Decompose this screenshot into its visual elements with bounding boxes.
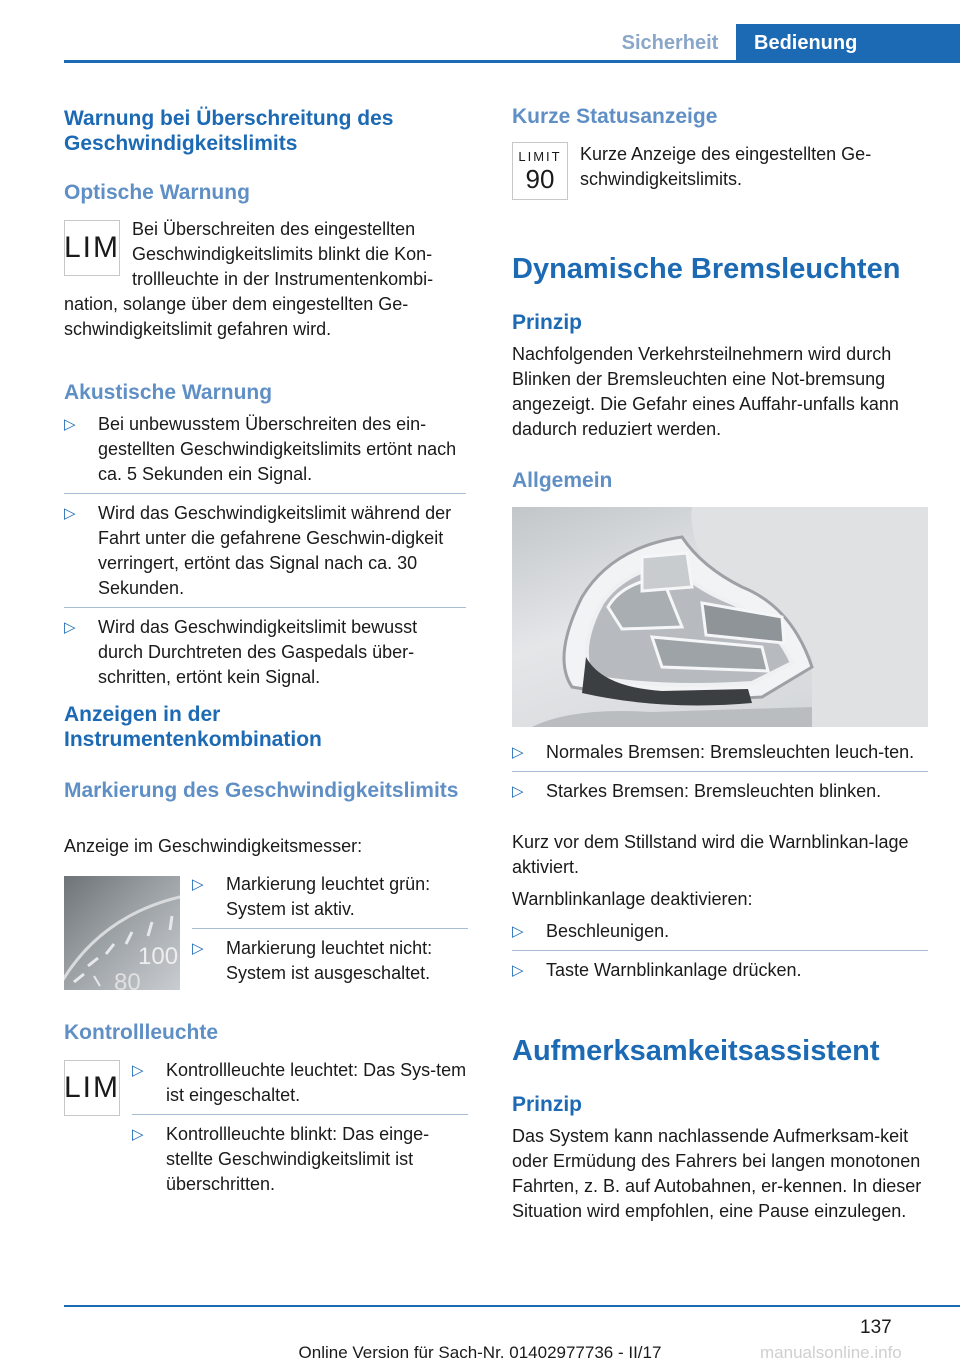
heading-anzeigen: Anzeigen in der Instrumentenkombination [64, 703, 322, 751]
lim-icon-label: LIM [64, 231, 121, 264]
list-item: ▷ Starkes Bremsen: Bremsleuchten blinken. [512, 779, 928, 804]
list-item: ▷ Wird das Geschwindigkeitslimit während der Fahrt unter die gefahrene Geschwin-digkeit verringert, ertönt das Signal nach ca. 30 Sekunden. [64, 503, 452, 598]
markierung-list [192, 872, 468, 986]
page-number: 137 [860, 1317, 892, 1338]
triangle-right-icon: ▷ [64, 505, 76, 522]
prinzip2-text: Das System kann nachlassende Aufmerksam-keit oder Ermüdung des Fahrers bei langen monotonen Fahrten, z. B. auf Autobahnen, er-kennen. In dieser Situation wird empfohlen, eine Pause einzulegen. [512, 1126, 922, 1221]
heading-prinzip-1: Prinzip [512, 311, 583, 334]
list-divider [64, 493, 466, 494]
lim-icon-label: LIM [64, 1071, 121, 1104]
optisch-text-b: nation, solange über dem eingestellten Ge-schwindigkeitslimit gefahren wird. [64, 294, 409, 339]
limit-90-icon [512, 142, 568, 200]
list-item: ▷ Markierung leuchtet nicht: System ist ausgeschaltet. [192, 938, 433, 983]
triangle-right-icon: ▷ [132, 1062, 144, 1079]
svg-text:80: 80 [114, 969, 141, 990]
akustisch-list [64, 412, 466, 690]
heading-kontrollleuchte: Kontrollleuchte [64, 1021, 219, 1044]
tab-sicherheit[interactable]: Sicherheit [621, 32, 719, 54]
kontroll-list [132, 1058, 468, 1197]
limit-label: LIMIT [518, 149, 562, 164]
speedometer-image [64, 876, 180, 990]
heading-prinzip-2: Prinzip [512, 1093, 583, 1116]
heading-allgemein: Allgemein [512, 469, 613, 492]
triangle-right-icon: ▷ [64, 619, 76, 636]
speedometer-graphic [64, 876, 180, 990]
optisch-text-a: Bei Überschreiten des eingestellten Geschwindigkeitslimits blinkt die Kon-trollleuchte in der Instrumentenkombi- [132, 219, 434, 289]
svg-text:100: 100 [138, 943, 179, 970]
triangle-right-icon: ▷ [192, 940, 204, 957]
online-version-text: Online Version für Sach-Nr. 01402977736 - II/17 [298, 1343, 662, 1362]
heading-dynamische-bremsleuchten: Dynamische Bremsleuchten [512, 253, 901, 285]
list-divider [512, 950, 928, 951]
triangle-right-icon: ▷ [512, 923, 524, 940]
list-item: ▷ Markierung leuchtet grün: System ist aktiv. [192, 874, 431, 919]
triangle-right-icon: ▷ [512, 962, 524, 979]
deaktivieren-list [512, 919, 928, 983]
heading-optische-warnung: Optische Warnung [64, 181, 250, 204]
list-item: ▷ Kontrollleuchte blinkt: Das einge-stellte Geschwindigkeitslimit ist überschritten. [132, 1124, 430, 1194]
lim-icon [64, 220, 120, 276]
header-rule [64, 60, 960, 63]
markierung-text: Anzeige im Geschwindigkeitsmesser: [64, 836, 363, 856]
list-divider [132, 1114, 468, 1115]
triangle-right-icon: ▷ [512, 783, 524, 800]
heading-kurze-statusanzeige: Kurze Statusanzeige [512, 105, 718, 128]
lim-icon-2 [64, 1060, 120, 1116]
list-item: ▷ Bei unbewusstem Überschreiten des ein-gestellten Geschwindigkeitslimits ertönt nach ca. 5 Sekunden ein Signal. [64, 414, 457, 484]
stillstand-text: Kurz vor dem Stillstand wird die Warnblinkan-lage aktiviert. [512, 832, 909, 877]
watermark: manualsonline.info [760, 1343, 902, 1362]
triangle-right-icon: ▷ [64, 416, 76, 433]
heading-warnung: Warnung bei Überschreitung des Geschwindigkeitslimits [64, 107, 394, 155]
deaktivieren-text: Warnblinkanlage deaktivieren: [512, 889, 753, 909]
prinzip1-text: Nachfolgenden Verkehrsteilnehmern wird durch Blinken der Bremsleuchten eine Not-bremsung angezeigt. Die Gefahr eines Auffahr-unfalls kann dadurch reduziert werden. [512, 344, 899, 439]
allgemein-list [512, 740, 928, 804]
heading-akustische-warnung: Akustische Warnung [64, 381, 273, 404]
heading-markierung: Markierung des Geschwindigkeitslimits [64, 779, 459, 802]
list-item: ▷ Kontrollleuchte leuchtet: Das Sys-tem ist eingeschaltet. [132, 1060, 467, 1105]
list-divider [64, 607, 466, 608]
triangle-right-icon: ▷ [132, 1126, 144, 1143]
list-item: ▷ Normales Bremsen: Bremsleuchten leuch-ten. [512, 740, 928, 765]
footer-rule [64, 1305, 960, 1307]
list-item: ▷ Beschleunigen. [512, 919, 928, 944]
list-item: ▷ Wird das Geschwindigkeitslimit bewusst durch Durchtreten des Gaspedals über-schritten, ertönt kein Signal. [64, 617, 418, 687]
kurz-text: Kurze Anzeige des eingestellten Ge-schwindigkeitslimits. [580, 144, 872, 189]
list-divider [192, 928, 468, 929]
list-divider [512, 771, 928, 772]
heading-aufmerksamkeitsassistent: Aufmerksamkeitsassistent [512, 1035, 880, 1067]
tab-bedienung[interactable]: Bedienung [736, 24, 960, 63]
triangle-right-icon: ▷ [192, 876, 204, 893]
tail-light-graphic [512, 507, 928, 727]
tail-light-image [512, 507, 928, 727]
triangle-right-icon: ▷ [512, 744, 524, 761]
list-item: ▷ Taste Warnblinkanlage drücken. [512, 958, 928, 983]
limit-number: 90 [525, 164, 555, 194]
